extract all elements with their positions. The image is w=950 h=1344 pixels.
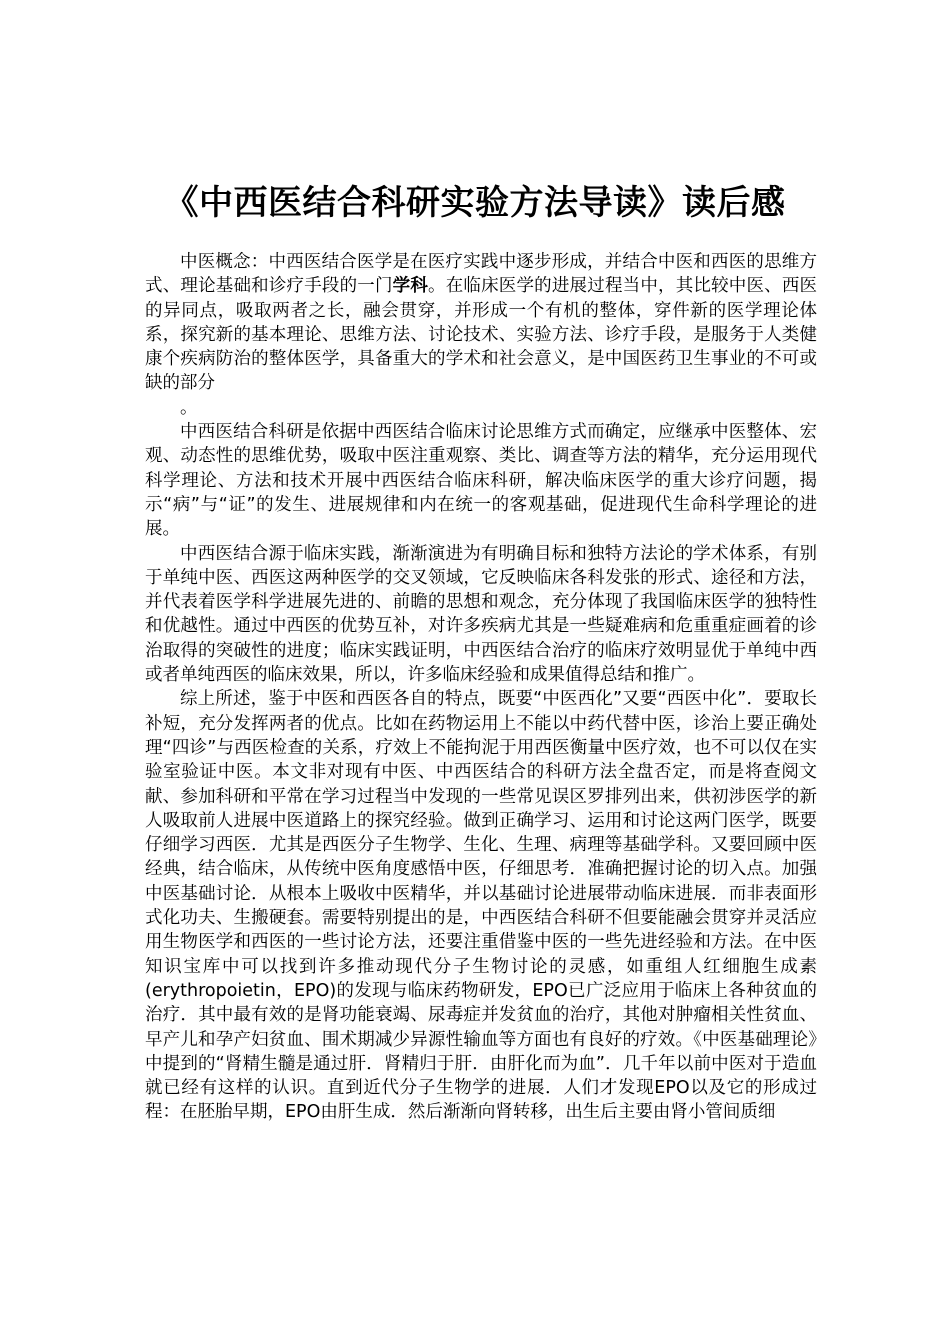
paragraph-research-basis: 中西医结合科研是依据中西医结合临床讨论思维方式而确定，应继承中医整体、宏观、动态性的思维优势，吸取中医注重观察、类比、调查等方法的精华，充分运用现代科学理论、方法和技术开展中西医结合临床科研，解决临床医学的重大诊疗问题，揭示“病”与“证”的发生、进展规律和内在统一的客观基础，促进现代生命科学理论的进展。: [145, 422, 817, 540]
paragraph-intro-text-2: 。在临床医学的进展过程当中，其比较中医、西医的异同点，吸取两者之长，融会贯穿，并形成一个有机的整体，穿件新的医学理论体系，探究新的基本理论、思维方法、讨论技术、实验方法、诊疗手段，是服务于人类健康个疾病防治的整体医学，具备重大的学术和社会意义，是中国医药卫生事业的不可或缺的部分: [145, 276, 818, 394]
paragraph-summary: 综上所述，鉴于中医和西医各自的特点，既要“中医西化”又要“西医中化”．要取长补短，充分发挥两者的优点。比如在药物运用上不能以中药代替中医，诊治上要正确处理“四诊”与西医检查的关系，疗效上不能拘泥于用西医衡量中医疗效，也不可以仅在实验室验证中医。本文非对现有中医、中西医结合的科研方法全盘否定，而是将查阅文献、参加科研和平常在学习过程当中发现的一些常见误区罗排列出来，供初涉医学的新人吸取前人进展中医道路上的探究经验。做到正确学习、运用和讨论这两门医学，既要仔细学习西医．尤其是西医分子生物学、生化、生理、病理等基础学科。又要回顾中医经典，结合临床，从传统中医角度感悟中医，仔细思考．准确把握讨论的切入点。加强中医基础讨论．从根本上吸收中医精华，并以基础讨论进展带动临床进展．而非表面形式化功夫、生搬硬套。需要特别提出的是，中西医结合科研不但要能融会贯穿并灵活应用生物医学和西医的一些讨论方法，还要注重借鉴中医的一些先进经验和方法。在中医知识宝库中可以找到许多推动现代分子生物讨论的灵感，如重组人红细胞生成素(erythropoietin，EPO)的发现与临床药物研发，EPO已广泛应用于临床上各种贫血的治疗．其中最有效的是肾功能衰竭、尿毒症并发贫血的治疗，其他对肿瘤相关性贫血、早产儿和孕产妇贫血、围术期减少异源性输血等方面也有良好的疗效。《中医基础理论》中提到的“肾精生髓是通过肝．肾精归于肝．由肝化而为血”．几千年以前中医对于造血就已经有这样的认识。直到近代分子生物学的进展．人们才发现EPO以及它的形成过程：在胚胎早期，EPO由肝生成．然后渐渐向肾转移，出生后主要由肾小管间质细: [145, 689, 817, 1123]
paragraph-intro-bold-term: 学科: [392, 276, 429, 297]
document-body: [145, 250, 817, 1125]
paragraph-clinical-practice: 中西医结合源于临床实践，渐渐演进为有明确目标和独特方法论的学术体系，有别于单纯中医、西医这两种医学的交叉领域，它反映临床各科发张的形式、途径和方法，并代表着医学科学进展先进的、前瞻的思想和观念，充分体现了我国临床医学的独特性和优越性。通过中西医的优势互补，对许多疾病尤其是一些疑难病和危重重症画着的诊治取得的突破性的进度；临床实践证明，中西医结合治疗的临床疗效明显优于单纯中西或者单纯西医的临床效果，所以，许多临床经验和成果值得总结和推广。: [145, 543, 817, 686]
paragraph-intro: [145, 250, 817, 396]
paragraph-period-line: 。: [180, 397, 198, 418]
paragraph-intro-text-1: 中医概念：中西医结合医学是在医疗实践中逐步形成，并结合中医和西医的思维方式、理论基础和诊疗手段的一门: [145, 252, 817, 297]
document-title: 《中西医结合科研实验方法导读》读后感: [164, 183, 786, 223]
